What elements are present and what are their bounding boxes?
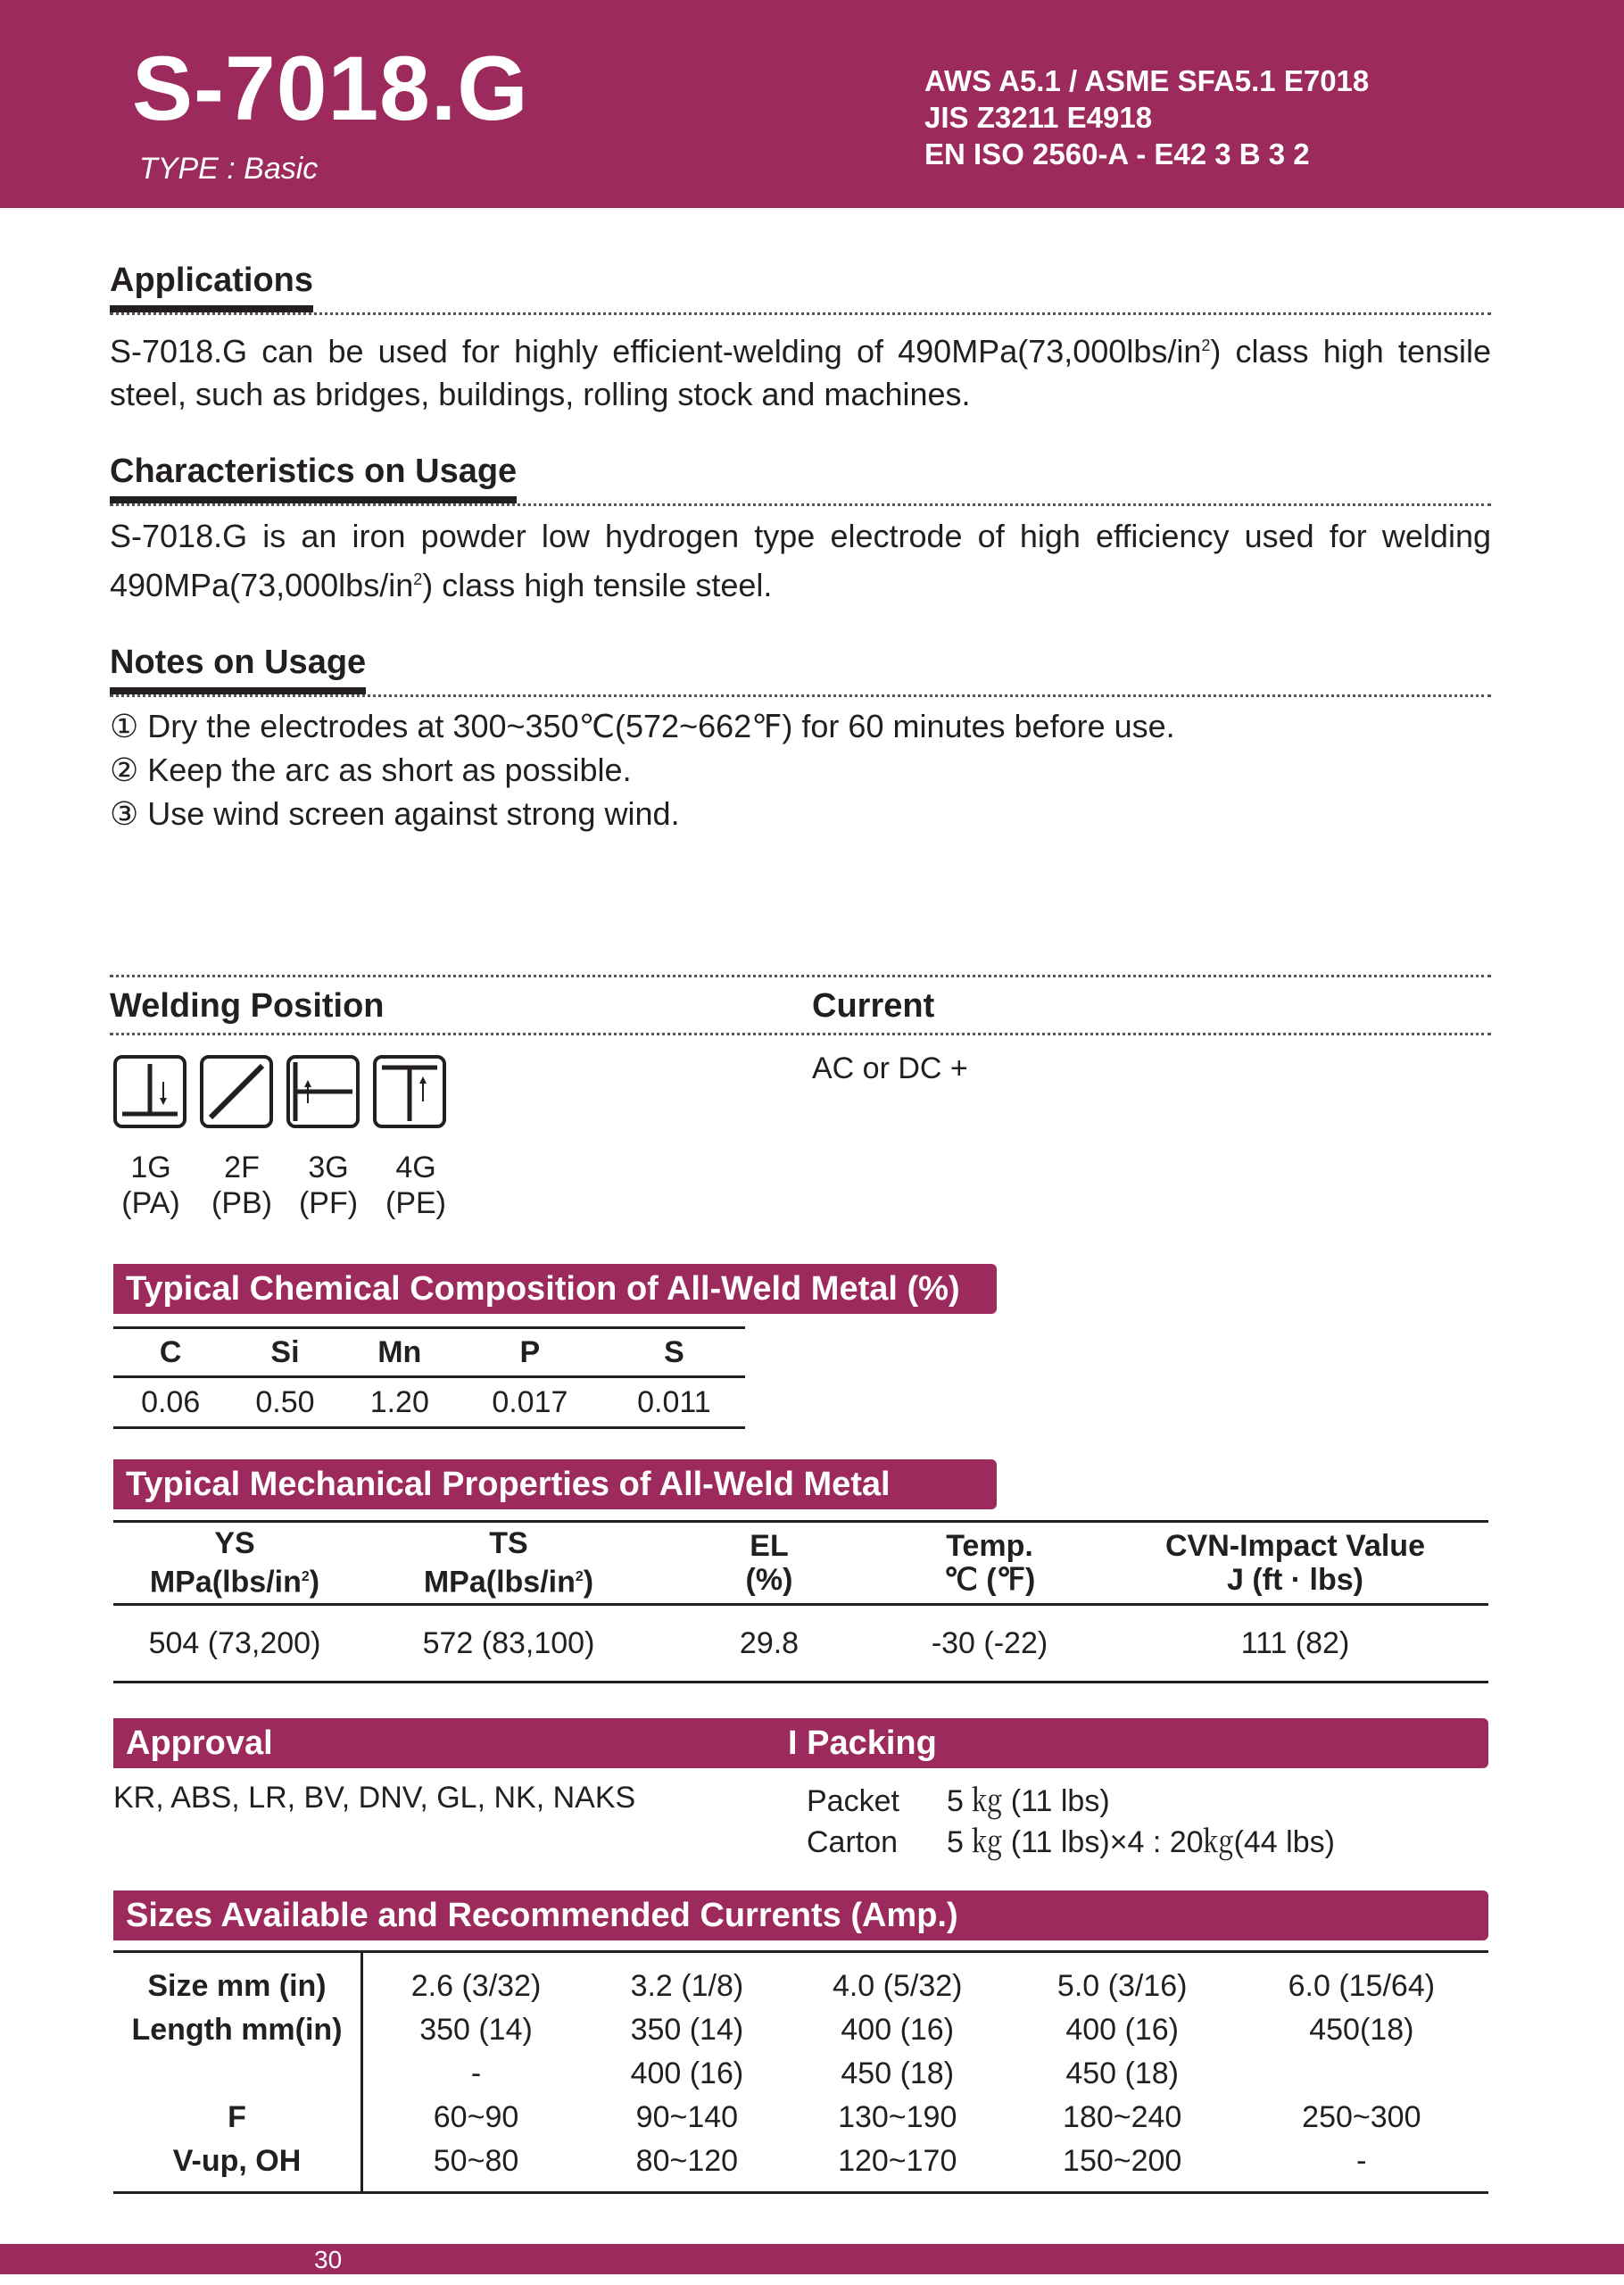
column-header: EL (%) [661,1522,877,1605]
product-name: S-7018.G [132,37,529,139]
table-cell: 450 (18) [1065,2056,1179,2090]
column-header: CVN-Impact Value J (ft · lbs) [1102,1522,1488,1605]
position-2f-icon [200,1055,273,1128]
page-number: 30 [314,2246,343,2273]
divider [110,1033,1491,1035]
table-row [113,2008,1488,2052]
standards-list [924,62,1369,172]
table-cell: 0.011 [603,1377,745,1428]
notes-list [110,704,1491,835]
row-label [113,2052,362,2096]
table-cell: 29.8 [661,1605,877,1683]
header-band [0,0,1624,208]
packing-row: Carton 5 ㎏ (11 lbs)×4 : 20㎏(44 lbs) [807,1825,1335,1859]
packing-row: Packet 5 ㎏ (11 lbs) [807,1784,1110,1818]
table-cell: 3.2 (1/8) [630,1969,744,2003]
position-3g-icon [286,1055,360,1128]
approval-title: Approval [126,1724,273,1762]
sizes-table [113,1950,1488,2194]
characteristics-title: Characteristics on Usage [110,452,1491,506]
footer-band [0,2244,1624,2274]
table-row [113,1605,1488,1683]
divider [110,975,1491,977]
table-cell: 130~190 [838,2100,957,2134]
table-cell: 150~200 [1063,2144,1182,2178]
table-header-row [113,1522,1488,1605]
row-label: F [113,2096,362,2140]
position-label: 4G (PE) [385,1151,446,1220]
table-cell: 0.06 [113,1377,228,1428]
applications-section [110,261,1491,416]
table-row [113,1952,1488,2009]
applications-title: Applications [110,261,1491,315]
position-label: 3G (PF) [298,1151,359,1220]
table-cell: 4.0 (5/32) [832,1969,963,2003]
column-header: YS $MPa(lbs/in^2)$ [113,1522,356,1605]
table-cell: 1.20 [343,1377,457,1428]
table-cell: 50~80 [433,2144,519,2178]
sizes-title: Sizes Available and Recommended Currents (Amp.) [113,1890,1488,1940]
table-cell: 180~240 [1063,2100,1182,2134]
table-cell: 350 (14) [419,2013,533,2047]
applications-text: S-7018.G can be used for highly efficient-welding of $490MPa(73,000lbs/in^2)$ class high tensile steel, such as bridges, buildings, rolling stock and machines. [110,333,1491,412]
column-header: Mn [343,1328,457,1377]
table-cell: 572 (83,100) [356,1605,661,1683]
row-label: Size mm (in) [113,1952,362,2009]
standard-line: AWS A5.1 / ASME SFA5.1 E7018 [924,64,1370,97]
table-cell: 60~90 [433,2100,519,2134]
notes-section [110,643,1491,835]
position-1g-icon [113,1055,186,1128]
table-cell: 450(18) [1309,2013,1414,2047]
table-header-row [113,1328,745,1377]
column-header: Si [228,1328,342,1377]
table-cell [1235,2052,1488,2096]
table-cell: 90~140 [635,2100,739,2134]
table-cell: -30 (-22) [877,1605,1102,1683]
table-cell: 250~300 [1302,2100,1421,2134]
table-cell: - [470,2056,482,2090]
packing-title: I Packing [788,1724,937,1762]
table-cell: 120~170 [838,2144,957,2178]
table-cell: 400 (16) [630,2056,744,2090]
standard-line: JIS Z3211 E4918 [924,101,1153,134]
table-row [113,2140,1488,2193]
note-item: ③ Use wind screen against strong wind. [110,795,680,832]
table-cell: 350 (14) [630,2013,744,2047]
notes-title: Notes on Usage [110,643,1491,697]
table-cell: 6.0 (15/64) [1288,1969,1436,2003]
characteristics-text: S-7018.G is an iron powder low hydrogen type electrode of high efficiency used for welding $490MPa(73,000lbs/in^2)$ class high tensile steel. [110,518,1491,603]
current-value: AC or DC + [812,1051,968,1085]
column-header: TS $MPa(lbs/in^2)$ [356,1522,661,1605]
row-label: Length mm(in) [113,2008,362,2052]
approval-packing-bar [113,1718,1488,1768]
mechanical-table [113,1520,1488,1683]
position-label: 1G (PA) [121,1151,180,1220]
position-label: 2F (PB) [211,1151,272,1220]
product-type: TYPE : Basic [139,152,319,186]
column-header: P [457,1328,603,1377]
table-cell: - [1356,2144,1367,2178]
table-row [113,2096,1488,2140]
table-cell: 0.50 [228,1377,342,1428]
column-header: C [113,1328,228,1377]
column-header: Temp. ℃ (℉) [877,1522,1102,1605]
table-cell: 5.0 (3/16) [1056,1969,1188,2003]
table-cell: 400 (16) [1065,2013,1179,2047]
table-cell: 450 (18) [841,2056,955,2090]
welding-position-title: Welding Position [110,987,385,1025]
table-row [113,2052,1488,2096]
table-cell: 80~120 [635,2144,739,2178]
table-cell: 2.6 (3/32) [410,1969,542,2003]
table-cell: 0.017 [457,1377,603,1428]
row-label: V-up, OH [113,2140,362,2193]
table-cell: 400 (16) [841,2013,955,2047]
standard-line: EN ISO 2560-A - E42 3 B 3 2 [924,137,1310,170]
mechanical-title: Typical Mechanical Properties of All-Weld Metal [113,1459,997,1509]
note-item: ② Keep the arc as short as possible. [110,752,632,788]
note-item: ① Dry the electrodes at 300~350℃(572~662℉) for 60 minutes before use. [110,708,1175,744]
approval-text: KR, ABS, LR, BV, DNV, GL, NK, NAKS [113,1781,636,1815]
table-cell: 504 (73,200) [113,1605,356,1683]
table-row [113,1377,745,1428]
chemical-title: Typical Chemical Composition of All-Weld Metal (%) [113,1264,997,1314]
characteristics-section [110,452,1491,607]
current-title: Current [812,987,935,1025]
chemical-table [113,1326,745,1429]
column-header: S [603,1328,745,1377]
packing-list [807,1781,1335,1863]
position-4g-icon [373,1055,446,1128]
table-cell: 111 (82) [1102,1605,1488,1683]
